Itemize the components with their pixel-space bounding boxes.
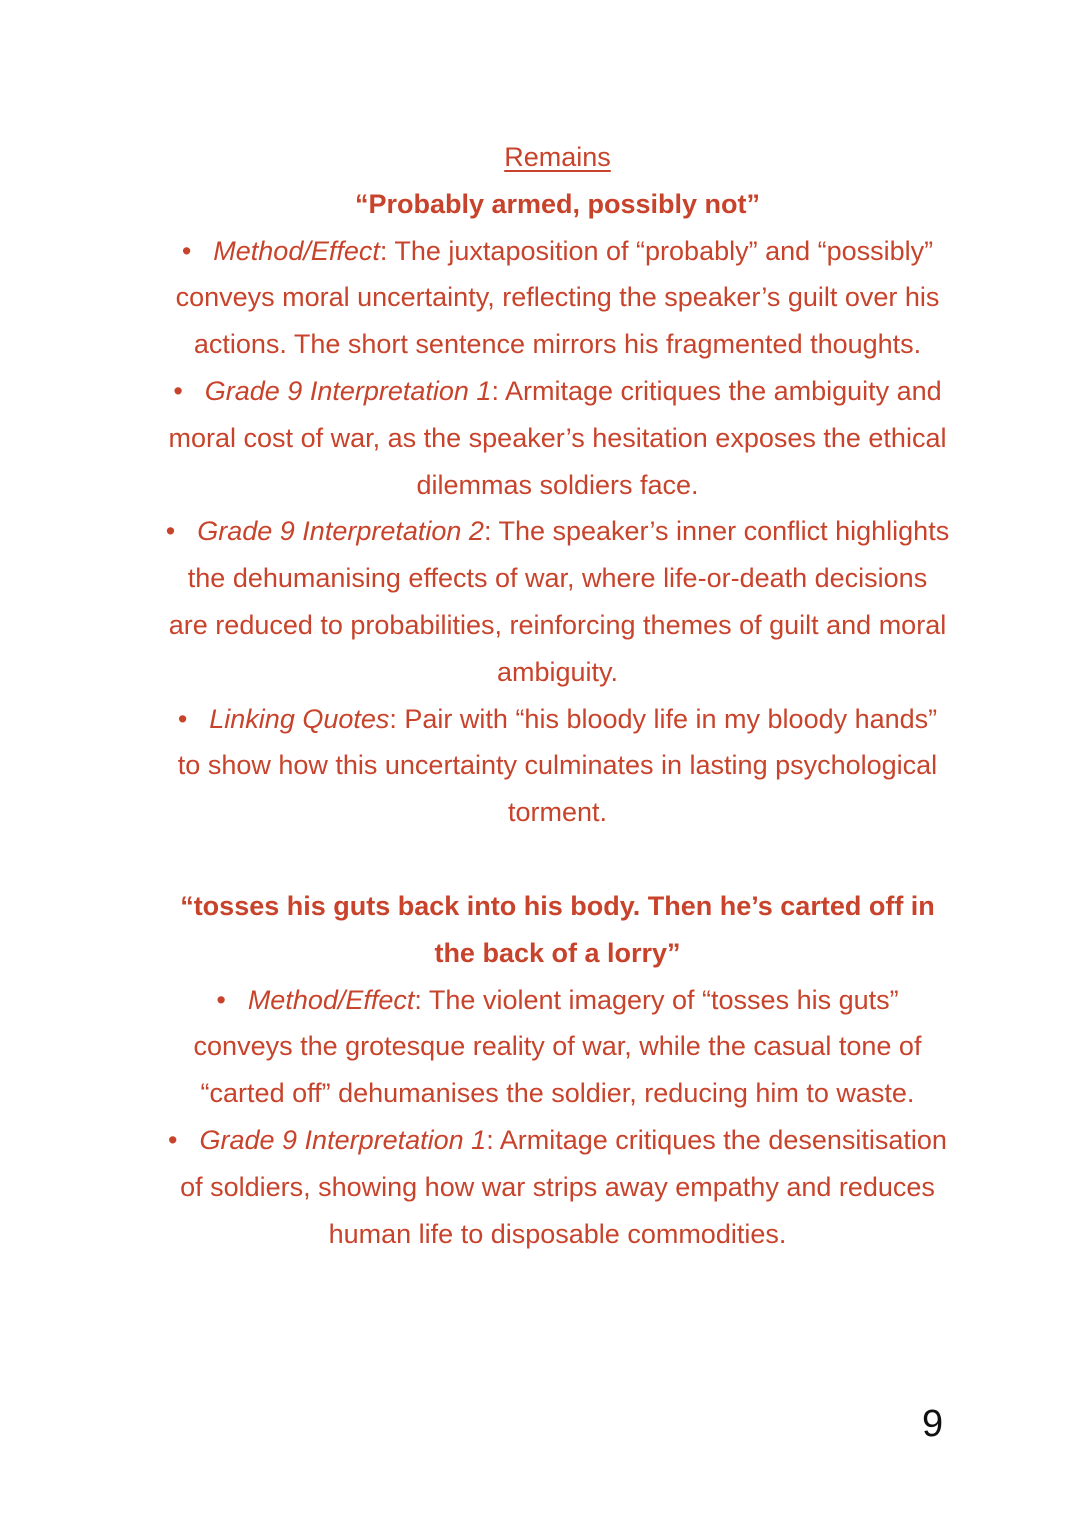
bullet-label: Grade 9 Interpretation 2 — [197, 516, 484, 547]
bullet-text: : The speaker’s inner conflict highlights the dehumanising effects of war, where life-or-death decisions are reduced to probabilities, reinforcing themes of guilt and moral ambiguity. — [168, 516, 950, 687]
bullet-text: : Armitage critiques the ambiguity and moral cost of war, as the speaker’s hesitation exposes the ethical dilemmas soldiers face. — [168, 375, 947, 500]
bullet-icon: • — [165, 516, 176, 547]
bullet-label: Grade 9 Interpretation 1 — [204, 375, 492, 406]
bullet-text: : The violent imagery of “tosses his guts” conveys the grotesque reality of war, while the casual tone of “carted off” dehumanises the soldier, reducing him to waste. — [193, 984, 922, 1109]
bullet-icon: • — [177, 703, 188, 734]
section-title: Remains — [504, 142, 611, 172]
bullet-item — [165, 508, 950, 695]
bullet-icon: • — [168, 1124, 178, 1155]
bullet-text: : Armitage critiques the desensitisation of soldiers, showing how war strips away empathy and reduces human life to disposable commodities. — [180, 1124, 947, 1249]
bullet-label: Linking Quotes — [209, 703, 390, 734]
bullet-icon: • — [216, 984, 226, 1015]
quote-heading: “Probably armed, possibly not” — [354, 188, 761, 219]
bullet-label: Method/Effect — [247, 984, 415, 1015]
bullet-icon: • — [181, 235, 192, 266]
page-number: 9 — [922, 1403, 944, 1445]
document-body — [165, 134, 950, 1257]
bullet-text: : The juxtaposition of “probably” and “possibly” conveys moral uncertainty, reflecting the speaker’s guilt over his actions. The short sentence mirrors his fragmented thoughts. — [175, 235, 940, 360]
bullet-item — [165, 1117, 950, 1257]
bullet-label: Grade 9 Interpretation 1 — [199, 1124, 487, 1155]
bullet-label: Method/Effect — [213, 235, 380, 266]
bullet-text: : Pair with “his bloody life in my bloody hands” to show how this uncertainty culminates in lasting psychological torment. — [177, 703, 938, 828]
quote-heading: “tosses his guts back into his body. Then he’s carted off in the back of a lorry” — [180, 890, 935, 968]
bullet-item — [165, 228, 950, 368]
spacer — [165, 836, 950, 883]
bullet-item — [165, 368, 950, 508]
bullet-item — [165, 696, 950, 836]
bullet-icon: • — [173, 375, 183, 406]
bullet-item — [165, 977, 950, 1117]
